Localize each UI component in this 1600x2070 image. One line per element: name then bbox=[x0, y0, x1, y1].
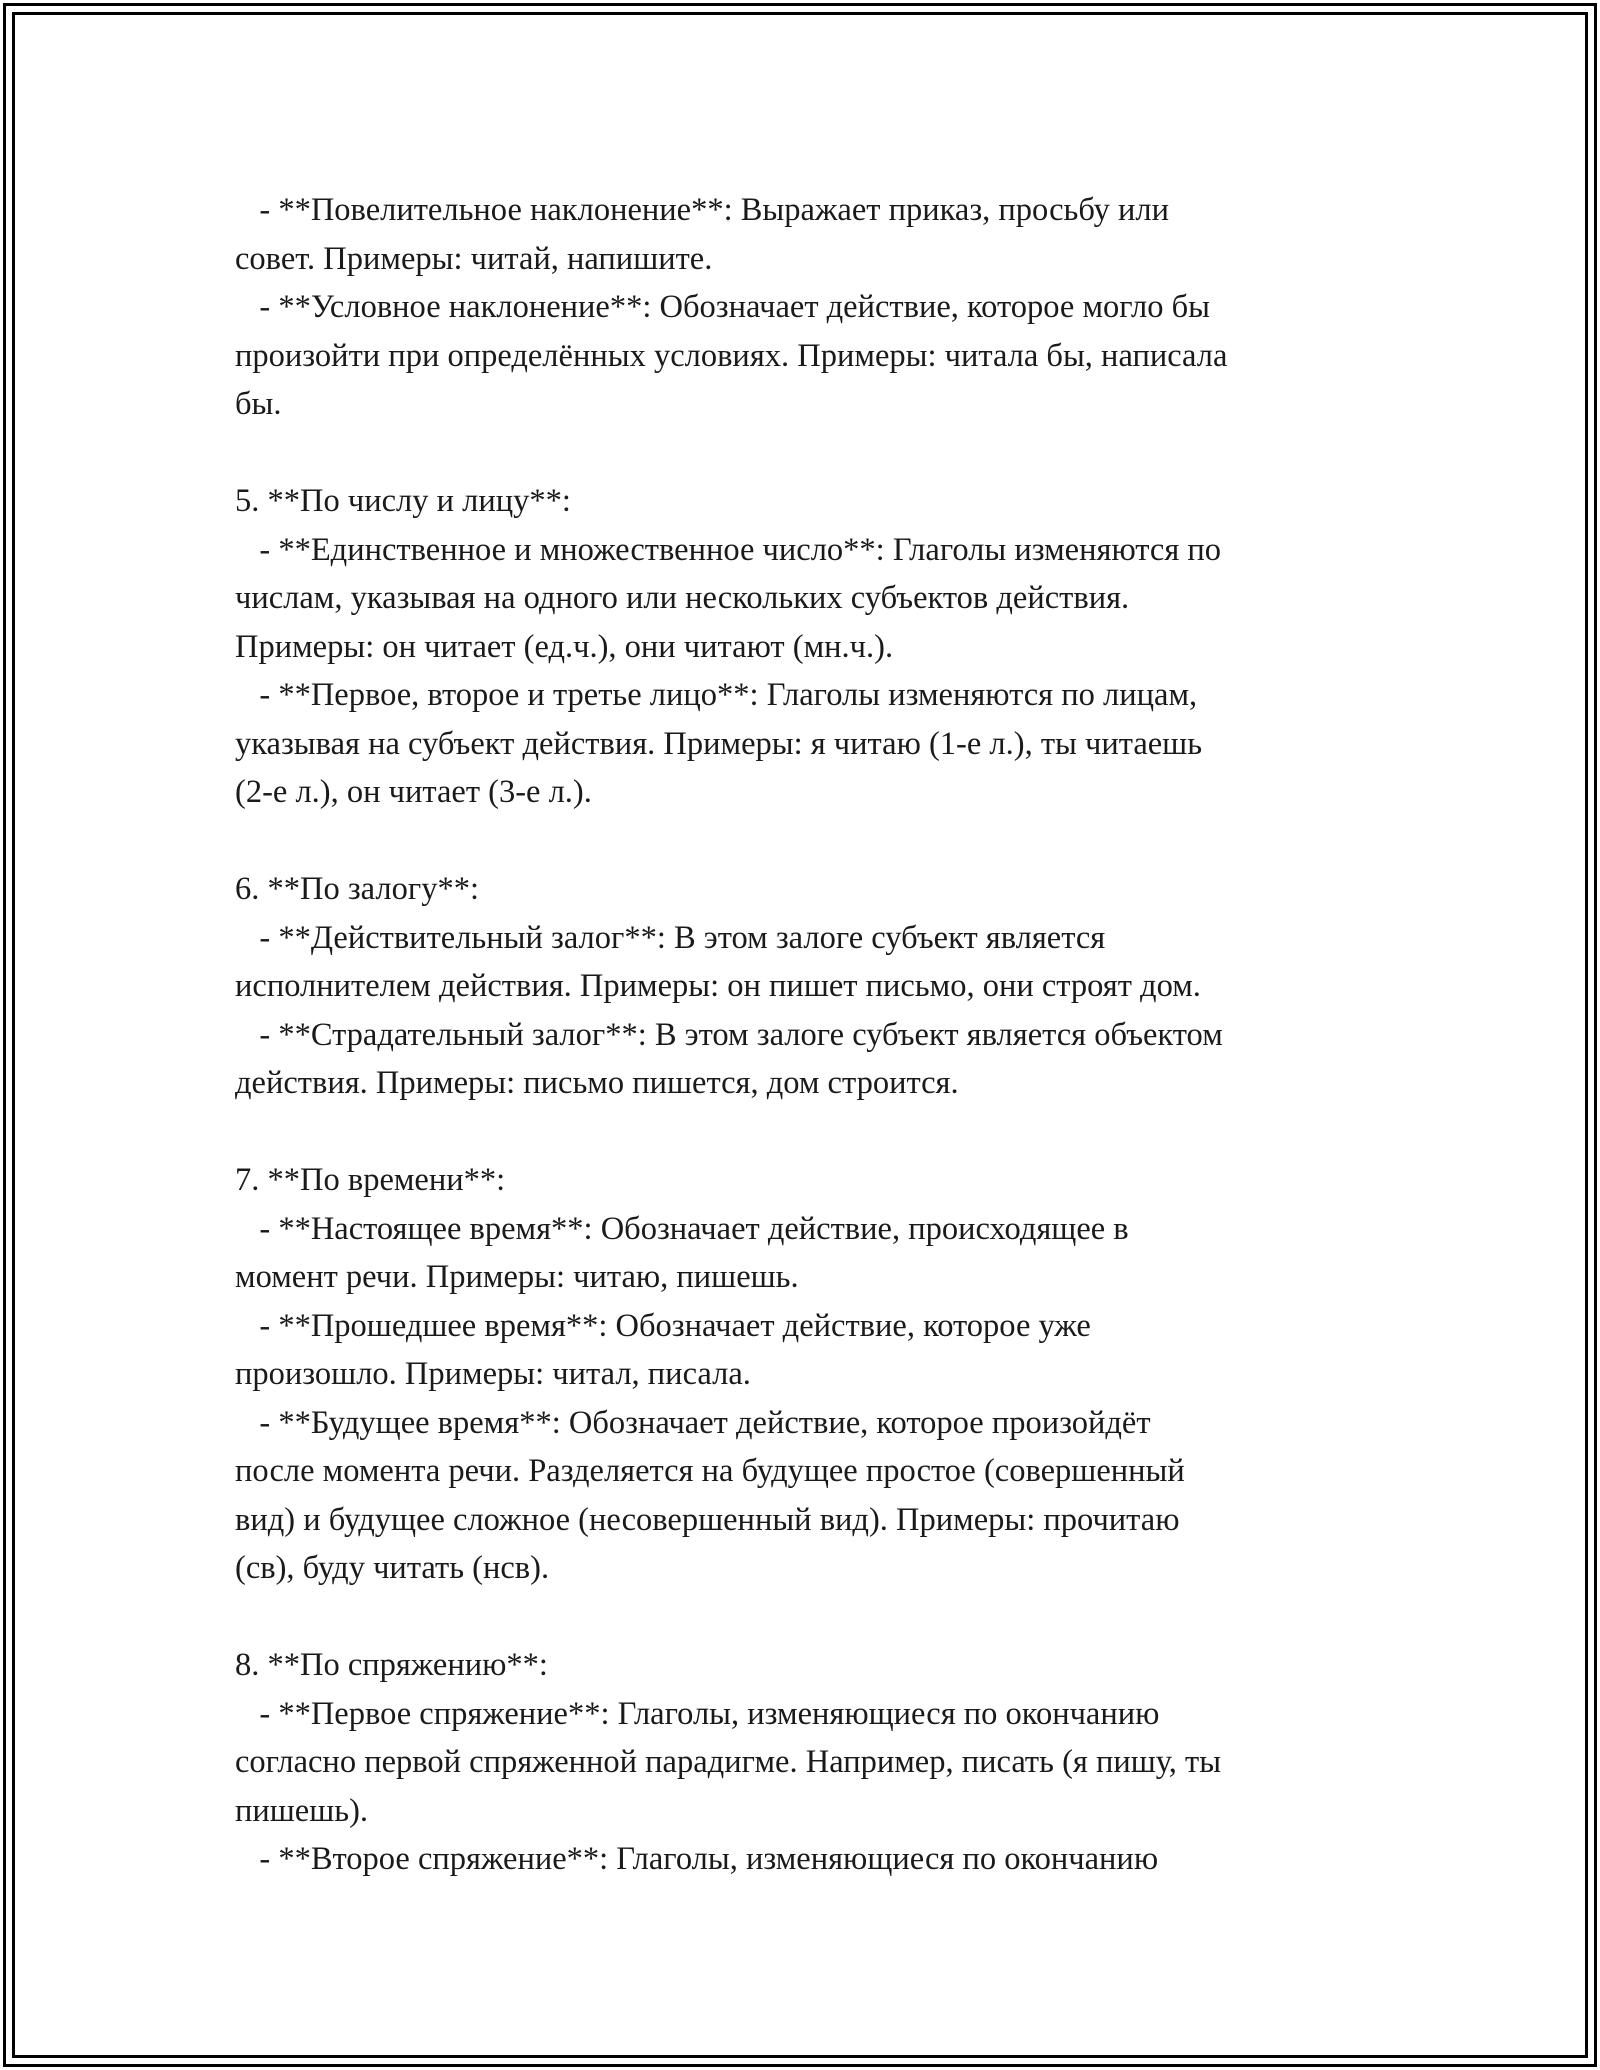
text-line: - **Повелительное наклонение**: Выражает приказ, просьбу или bbox=[235, 192, 1170, 228]
text-line: после момента речи. Разделяется на будущее простое (совершенный bbox=[235, 1453, 1185, 1489]
text-line: произошло. Примеры: читал, писала. bbox=[235, 1356, 751, 1392]
text-line: момент речи. Примеры: читаю, пишешь. bbox=[235, 1259, 799, 1295]
text-line: - **Настоящее время**: Обозначает действие, происходящее в bbox=[235, 1210, 1129, 1247]
text-line: действия. Примеры: письмо пишется, дом строится. bbox=[235, 1065, 959, 1101]
text-line: произойти при определённых условиях. Примеры: читала бы, написала bbox=[235, 337, 1228, 374]
text-line: (2-е л.), он читает (3-е л.). bbox=[235, 774, 592, 810]
blank-line bbox=[235, 1108, 1365, 1157]
text-line: 7. **По времени**: bbox=[235, 1162, 506, 1198]
text-line: - **Первое, второе и третье лицо**: Глаголы изменяются по лицам, bbox=[235, 677, 1198, 713]
blank-line bbox=[235, 429, 1365, 478]
text-line: - **Прошедшее время**: Обозначает действие, которое уже bbox=[235, 1307, 1091, 1344]
blank-line bbox=[235, 817, 1365, 866]
text-line: согласно первой спряженной парадигме. Например, писать (я пишу, ты bbox=[235, 1744, 1222, 1780]
text-line: исполнителем действия. Примеры: он пишет письмо, они строят дом. bbox=[235, 968, 1201, 1004]
text-line: 6. **По залогу**: bbox=[235, 871, 479, 907]
text-line: (св), буду читать (нсв). bbox=[235, 1550, 550, 1586]
text-line: 5. **По числу и лицу**: bbox=[235, 483, 571, 519]
text-line: пишешь). bbox=[235, 1792, 369, 1829]
text-line: Примеры: он читает (ед.ч.), они читают (мн.ч.). bbox=[235, 628, 894, 665]
text-line: указывая на субъект действия. Примеры: я читаю (1-е л.), ты читаешь bbox=[235, 725, 1203, 762]
text-line: - **Условное наклонение**: Обозначает действие, которое могло бы bbox=[235, 289, 1210, 325]
text-line: - **Страдательный залог**: В этом залоге субъект является объектом bbox=[235, 1016, 1223, 1053]
text-line: - **Первое спряжение**: Глаголы, изменяющиеся по окончанию bbox=[235, 1695, 1160, 1732]
document-body bbox=[235, 186, 1365, 1884]
text-line: числам, указывая на одного или нескольких субъектов действия. bbox=[235, 580, 1130, 616]
text-line: - **Второе спряжение**: Глаголы, изменяющиеся по окончанию bbox=[235, 1841, 1159, 1877]
text-line: бы. bbox=[235, 386, 282, 422]
text-line: - **Единственное и множественное число**: Глаголы изменяются по bbox=[235, 531, 1222, 568]
text-line: - **Будущее время**: Обозначает действие, которое произойдёт bbox=[235, 1404, 1151, 1441]
text-line: совет. Примеры: читай, напишите. bbox=[235, 240, 713, 277]
text-line: 8. **По спряжению**: bbox=[235, 1647, 548, 1683]
blank-line bbox=[235, 1593, 1365, 1642]
text-line: вид) и будущее сложное (несовершенный вид). Примеры: прочитаю bbox=[235, 1501, 1180, 1538]
text-line: - **Действительный залог**: В этом залоге субъект является bbox=[235, 919, 1106, 956]
